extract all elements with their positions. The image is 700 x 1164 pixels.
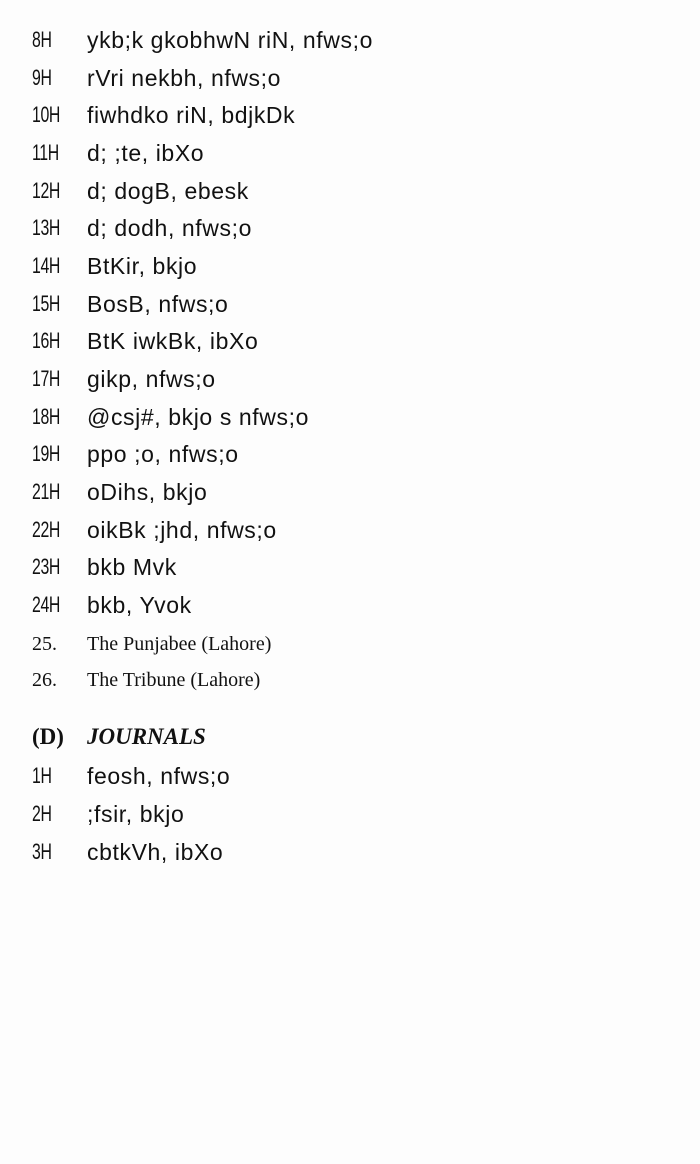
section-heading <box>0 722 700 752</box>
item-text: d; dogB, ebesk <box>87 178 249 204</box>
item-text: rVri nekbh, nfws;o <box>87 65 282 91</box>
item-text: fiwhdko riN, bdjkDk <box>87 102 296 128</box>
item-text: d; ;te, ibXo <box>87 140 205 166</box>
item-number: 10H <box>32 102 60 127</box>
item-number: 26. <box>32 669 57 691</box>
item-number: 8H <box>32 27 52 52</box>
item-number: 24H <box>32 592 60 617</box>
item-number: 9H <box>32 65 52 90</box>
item-text: BosB, nfws;o <box>87 291 229 317</box>
item-text: gikp, nfws;o <box>87 366 216 392</box>
item-text: d; dodh, nfws;o <box>87 215 252 241</box>
list-item <box>0 100 700 130</box>
item-text: cbtkVh, ibXo <box>87 839 224 865</box>
item-number: 23H <box>32 554 60 579</box>
item-text: ykb;k gkobhwN riN, nfws;o <box>87 27 373 53</box>
item-text: bkb, Yvok <box>87 592 192 618</box>
item-number: 21H <box>32 479 60 504</box>
item-number: 19H <box>32 441 60 466</box>
list-item <box>0 837 700 867</box>
item-number: 2H <box>32 801 52 826</box>
list-item <box>0 761 700 791</box>
item-text: bkb Mvk <box>87 554 177 580</box>
item-number: 22H <box>32 517 60 542</box>
list-item <box>0 629 700 659</box>
list-item <box>0 552 700 582</box>
item-number: 12H <box>32 178 60 203</box>
list-item <box>0 590 700 620</box>
section-label: (D) <box>32 724 64 749</box>
item-number: 1H <box>32 763 52 788</box>
section-title: JOURNALS <box>87 724 206 749</box>
list-item <box>0 515 700 545</box>
list-item <box>0 138 700 168</box>
item-number: 25. <box>32 633 57 655</box>
item-text: BtK iwkBk, ibXo <box>87 328 259 354</box>
item-text: feosh, nfws;o <box>87 763 231 789</box>
list-item <box>0 402 700 432</box>
item-text: BtKir, bkjo <box>87 253 198 279</box>
item-number: 17H <box>32 366 60 391</box>
item-text: ppo ;o, nfws;o <box>87 441 239 467</box>
item-text: oDihs, bkjo <box>87 479 208 505</box>
list-item <box>0 364 700 394</box>
list-item <box>0 326 700 356</box>
item-text: ;fsir, bkjo <box>87 801 185 827</box>
item-number: 16H <box>32 328 60 353</box>
item-number: 14H <box>32 253 60 278</box>
list-item <box>0 665 700 695</box>
list-item <box>0 25 700 55</box>
item-text: oikBk ;jhd, nfws;o <box>87 517 277 543</box>
item-number: 18H <box>32 404 60 429</box>
list-item <box>0 251 700 281</box>
list-item <box>0 63 700 93</box>
item-number: 11H <box>32 140 59 165</box>
item-text: The Punjabee (Lahore) <box>87 633 272 655</box>
list-item <box>0 289 700 319</box>
list-item <box>0 176 700 206</box>
item-number: 15H <box>32 291 60 316</box>
item-number: 13H <box>32 215 60 240</box>
list-item <box>0 799 700 829</box>
list-item <box>0 439 700 469</box>
list-item <box>0 213 700 243</box>
item-number: 3H <box>32 839 52 864</box>
item-text: The Tribune (Lahore) <box>87 669 261 691</box>
item-text: @csj#, bkjo s nfws;o <box>87 404 309 430</box>
list-item <box>0 477 700 507</box>
